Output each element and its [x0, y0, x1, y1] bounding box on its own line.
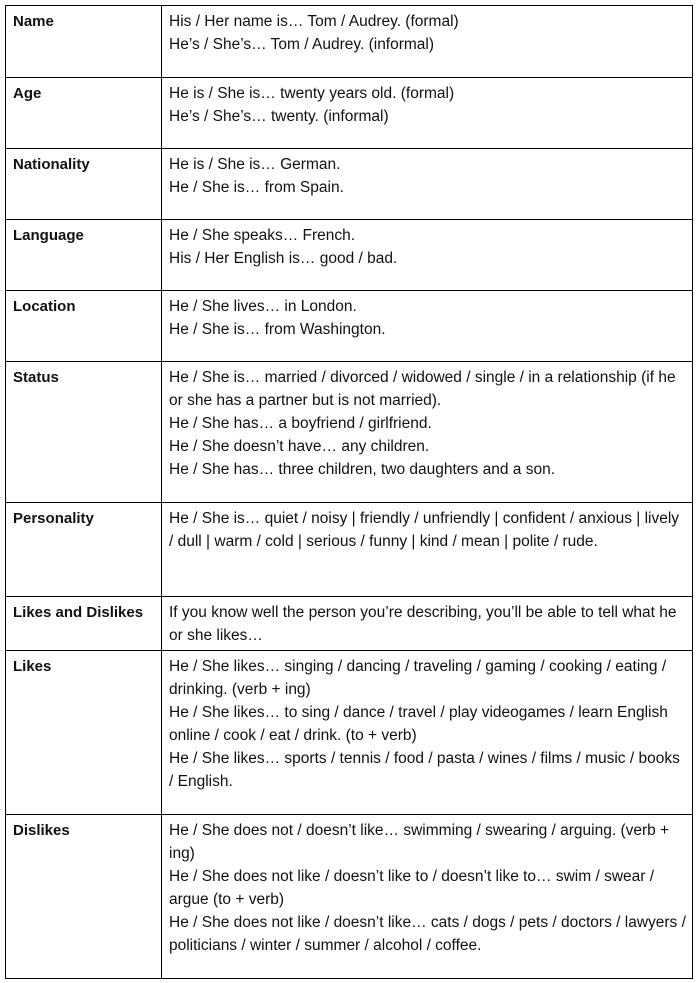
row-label: Location — [6, 291, 162, 362]
table-row-status — [6, 362, 693, 503]
table-row-personality — [6, 503, 693, 597]
row-label: Dislikes — [6, 815, 162, 979]
row-content — [162, 149, 693, 220]
description-table — [5, 5, 693, 979]
content-line: He’s / She’s… Tom / Audrey. (informal) — [169, 36, 435, 53]
content-line: He / She likes… sports / tennis / food / pasta / wines / films / music / books / English. — [169, 750, 680, 790]
row-content — [162, 597, 693, 651]
row-label: Likes — [6, 651, 162, 815]
table-row-name — [6, 6, 693, 78]
row-content — [162, 503, 693, 597]
content-line: He / She is… quiet / noisy | friendly / unfriendly | confident / anxious | lively / dull | warm / cold | serious / funny | kind / mean | polite / rude. — [169, 510, 680, 550]
content-line: He / She speaks… French. — [169, 227, 356, 244]
content-line: He / She doesn’t have… any children. — [169, 438, 430, 455]
content-line: He / She likes… to sing / dance / travel / play videogames / learn English online / cook / eat / drink. (to + verb) — [169, 704, 668, 744]
table-row-language — [6, 220, 693, 291]
content-line: He / She does not like / doesn’t like to / doesn’t like to… swim / swear / argue (to + verb) — [169, 868, 655, 908]
content-line: He / She does not / doesn’t like… swimming / swearing / arguing. (verb + ing) — [169, 822, 670, 862]
content-line: He / She lives… in London. — [169, 298, 357, 315]
content-line: He / She is… from Spain. — [169, 179, 344, 196]
row-label: Personality — [6, 503, 162, 597]
content-line: He’s / She’s… twenty. (informal) — [169, 108, 389, 125]
row-content — [162, 362, 693, 503]
row-content — [162, 6, 693, 78]
content-line: His / Her name is… Tom / Audrey. (formal) — [169, 13, 459, 30]
content-line: He / She likes… singing / dancing / traveling / gaming / cooking / eating / drinking. (verb + ing) — [169, 658, 667, 698]
row-content — [162, 815, 693, 979]
table-row-dislikes — [6, 815, 693, 979]
row-content — [162, 220, 693, 291]
content-line: He / She does not like / doesn’t like… cats / dogs / pets / doctors / lawyers / politicians / winter / summer / alcohol / coffee. — [169, 914, 686, 954]
content-line: He / She has… a boyfriend / girlfriend. — [169, 415, 432, 432]
table-row-likes-and-dislikes — [6, 597, 693, 651]
row-label: Nationality — [6, 149, 162, 220]
row-label: Age — [6, 78, 162, 149]
row-content — [162, 291, 693, 362]
content-line: He / She is… married / divorced / widowed / single / in a relationship (if he or she has a partner but is not married). — [169, 369, 676, 409]
content-line: He / She is… from Washington. — [169, 321, 386, 338]
content-line: He / She has… three children, two daughters and a son. — [169, 461, 556, 478]
row-label: Language — [6, 220, 162, 291]
row-label: Status — [6, 362, 162, 503]
table-row-age — [6, 78, 693, 149]
row-content — [162, 651, 693, 815]
table-row-nationality — [6, 149, 693, 220]
content-line: He is / She is… twenty years old. (formal) — [169, 85, 455, 102]
row-label: Likes and Dislikes — [6, 597, 162, 651]
row-content — [162, 78, 693, 149]
content-line: If you know well the person you’re describing, you’ll be able to tell what he or she likes… — [169, 604, 677, 644]
content-line: He is / She is… German. — [169, 156, 341, 173]
table-row-likes — [6, 651, 693, 815]
content-line: His / Her English is… good / bad. — [169, 250, 398, 267]
table-row-location — [6, 291, 693, 362]
row-label: Name — [6, 6, 162, 78]
